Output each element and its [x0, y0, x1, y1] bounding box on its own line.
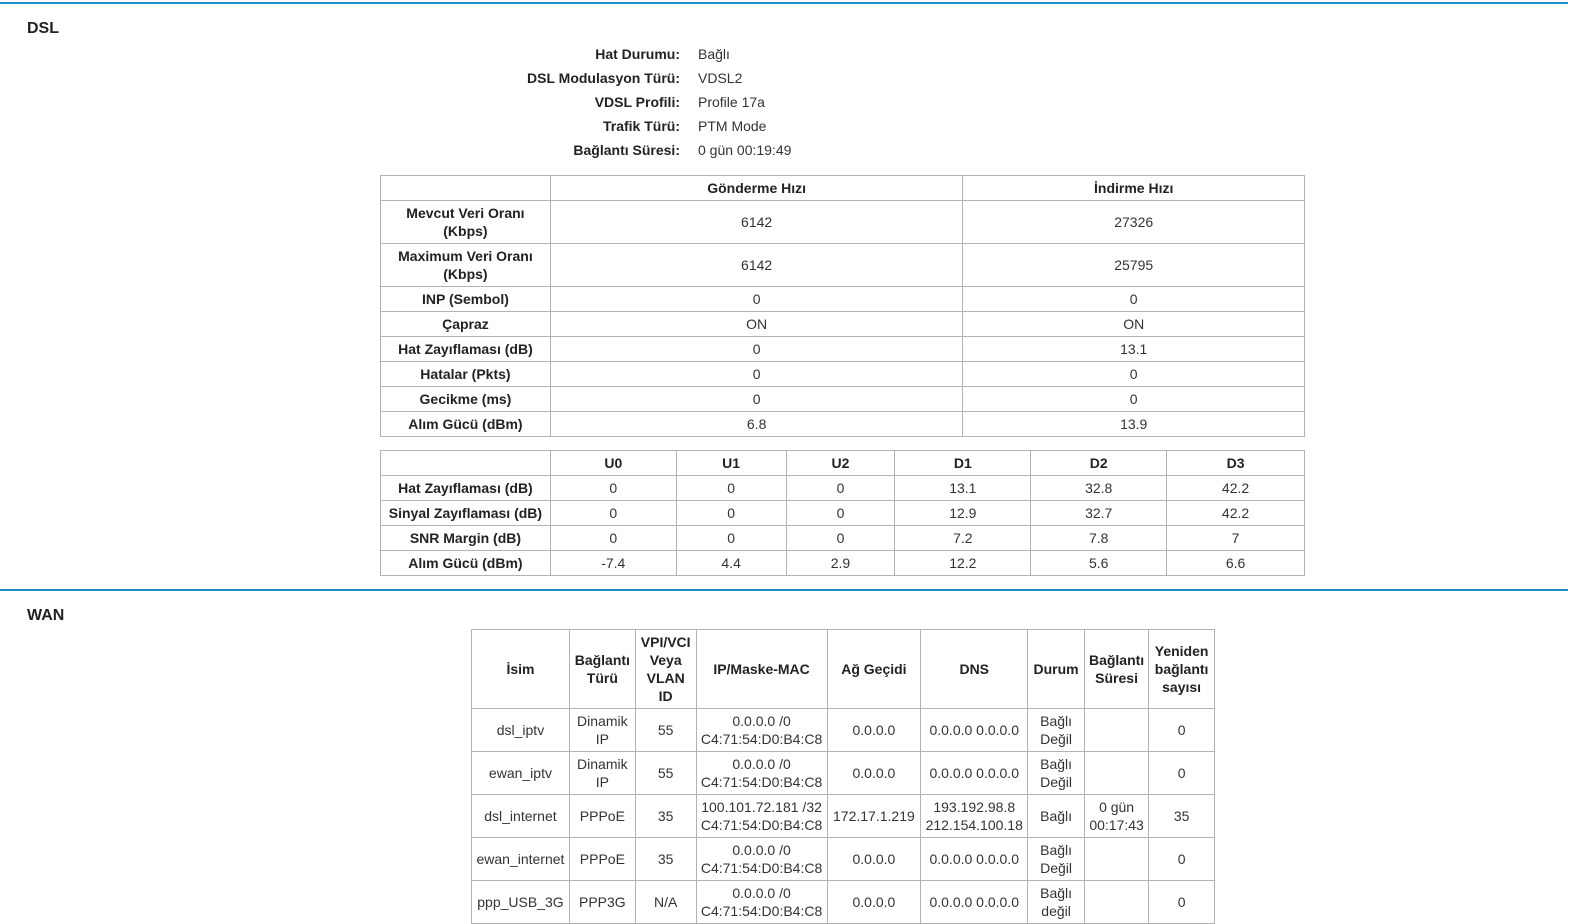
header-cell: İsim [472, 630, 570, 709]
top-divider [0, 2, 1568, 4]
row-header: Alım Gücü (dBm) [381, 551, 551, 576]
table-row [381, 387, 1305, 412]
table-cell: 0.0.0.0 /0 C4:71:54:D0:B4:C8 [696, 838, 827, 881]
table-cell: 193.192.98.8 212.154.100.18 [921, 795, 1028, 838]
table-cell: 172.17.1.219 [827, 795, 921, 838]
table-cell: 0 [550, 362, 963, 387]
dsl-section-title: DSL [27, 20, 59, 37]
table-cell: 0 [786, 476, 895, 501]
status-row-traffic-type [380, 114, 1020, 138]
table-cell: 27326 [963, 201, 1305, 244]
header-cell: D3 [1167, 451, 1305, 476]
header-cell [381, 176, 551, 201]
dsl-rate-table [380, 175, 1305, 437]
table-cell: 0 [963, 362, 1305, 387]
row-header: INP (Sembol) [381, 287, 551, 312]
table-cell: 0.0.0.0 /0 C4:71:54:D0:B4:C8 [696, 709, 827, 752]
table-cell: 55 [635, 709, 696, 752]
header-cell: Ağ Geçidi [827, 630, 921, 709]
table-cell: 0.0.0.0 [827, 752, 921, 795]
status-row-vdsl-profile [380, 90, 1020, 114]
row-header: Hat Zayıflaması (dB) [381, 337, 551, 362]
table-cell: 0 [550, 387, 963, 412]
table-row [472, 709, 1215, 752]
table-cell: 0 [963, 387, 1305, 412]
table-cell: 12.2 [895, 551, 1031, 576]
table-row [381, 244, 1305, 287]
table-cell: Bağlı Değil [1028, 752, 1085, 795]
table-cell: 13.9 [963, 412, 1305, 437]
table-cell: 0 [550, 476, 676, 501]
table-cell: 0 [1149, 881, 1215, 924]
table-cell [1084, 838, 1148, 881]
header-cell [381, 451, 551, 476]
table-cell: 0.0.0.0 [827, 709, 921, 752]
header-cell: VPI/VCI Veya VLAN ID [635, 630, 696, 709]
table-cell: ON [550, 312, 963, 337]
table-cell: 100.101.72.181 /32 C4:71:54:D0:B4:C8 [696, 795, 827, 838]
table-cell: 7 [1167, 526, 1305, 551]
header-cell: U2 [786, 451, 895, 476]
table-row [381, 526, 1305, 551]
table-cell: ewan_iptv [472, 752, 570, 795]
table-cell: 6142 [550, 244, 963, 287]
header-cell: D1 [895, 451, 1031, 476]
table-row [472, 795, 1215, 838]
status-value: VDSL2 [698, 70, 743, 86]
status-label: Bağlantı Süresi: [573, 142, 680, 158]
table-cell: 32.8 [1031, 476, 1167, 501]
header-cell: Bağlantı Türü [569, 630, 635, 709]
table-cell: 6.8 [550, 412, 963, 437]
table-row [381, 412, 1305, 437]
table-header-row [381, 451, 1305, 476]
table-cell: ON [963, 312, 1305, 337]
table-row [381, 551, 1305, 576]
table-cell: 2.9 [786, 551, 895, 576]
table-cell: Bağlı Değil [1028, 838, 1085, 881]
table-cell: 0.0.0.0 0.0.0.0 [921, 838, 1028, 881]
table-cell: 35 [635, 795, 696, 838]
table-cell: Bağlı Değil [1028, 709, 1085, 752]
table-cell: 0 [786, 501, 895, 526]
table-header-row [381, 176, 1305, 201]
table-cell: 0 [676, 476, 786, 501]
table-cell: 0.0.0.0 [827, 838, 921, 881]
table-cell: 0 [676, 501, 786, 526]
table-cell: 35 [1149, 795, 1215, 838]
table-cell [1084, 752, 1148, 795]
table-row [381, 362, 1305, 387]
table-cell: 42.2 [1167, 501, 1305, 526]
row-header: Hatalar (Pkts) [381, 362, 551, 387]
table-cell: 0 [1149, 752, 1215, 795]
table-cell: 13.1 [963, 337, 1305, 362]
header-cell: Bağlantı Süresi [1084, 630, 1148, 709]
table-cell: 0.0.0.0 /0 C4:71:54:D0:B4:C8 [696, 881, 827, 924]
header-cell: D2 [1031, 451, 1167, 476]
table-row [381, 501, 1305, 526]
table-cell: 0 gün 00:17:43 [1084, 795, 1148, 838]
table-cell: 0 [550, 526, 676, 551]
dsl-status-list [380, 42, 1020, 162]
table-cell: 0 [550, 501, 676, 526]
table-cell: 55 [635, 752, 696, 795]
table-cell: 5.6 [1031, 551, 1167, 576]
status-row-uptime [380, 138, 1020, 162]
row-header: Alım Gücü (dBm) [381, 412, 551, 437]
status-label: DSL Modulasyon Türü: [527, 70, 680, 86]
status-value: PTM Mode [698, 118, 767, 134]
table-cell: Bağlı değil [1028, 881, 1085, 924]
row-header: Maximum Veri Oranı (Kbps) [381, 244, 551, 287]
table-cell: dsl_internet [472, 795, 570, 838]
status-label: Trafik Türü: [602, 118, 680, 134]
table-cell: 12.9 [895, 501, 1031, 526]
row-header: SNR Margin (dB) [381, 526, 551, 551]
table-cell: Dinamik IP [569, 709, 635, 752]
table-cell: 0.0.0.0 0.0.0.0 [921, 709, 1028, 752]
table-cell: 42.2 [1167, 476, 1305, 501]
table-cell: Dinamik IP [569, 752, 635, 795]
table-cell: 0 [1149, 838, 1215, 881]
table-row [472, 838, 1215, 881]
header-cell: U0 [550, 451, 676, 476]
table-cell: 0.0.0.0 /0 C4:71:54:D0:B4:C8 [696, 752, 827, 795]
table-cell: 4.4 [676, 551, 786, 576]
table-cell: 0 [676, 526, 786, 551]
table-cell: 0 [1149, 709, 1215, 752]
row-header: Gecikme (ms) [381, 387, 551, 412]
table-cell: ppp_USB_3G [472, 881, 570, 924]
row-header: Hat Zayıflaması (dB) [381, 476, 551, 501]
table-cell [1084, 881, 1148, 924]
table-cell: 0 [550, 287, 963, 312]
section-divider [0, 589, 1568, 591]
status-value: Profile 17a [698, 94, 765, 110]
status-value: Bağlı [698, 46, 730, 62]
table-row [381, 201, 1305, 244]
header-cell: IP/Maske-MAC [696, 630, 827, 709]
table-row [381, 476, 1305, 501]
table-cell: 6.6 [1167, 551, 1305, 576]
table-cell: ewan_internet [472, 838, 570, 881]
table-cell: dsl_iptv [472, 709, 570, 752]
status-label: VDSL Profili: [594, 94, 680, 110]
table-cell: Bağlı [1028, 795, 1085, 838]
table-cell: PPP3G [569, 881, 635, 924]
table-cell: -7.4 [550, 551, 676, 576]
table-row [381, 312, 1305, 337]
header-cell: İndirme Hızı [963, 176, 1305, 201]
row-header: Mevcut Veri Oranı (Kbps) [381, 201, 551, 244]
status-value: 0 gün 00:19:49 [698, 142, 792, 158]
status-row-modulation [380, 66, 1020, 90]
row-header: Çapraz [381, 312, 551, 337]
table-row [381, 287, 1305, 312]
dsl-band-table [380, 450, 1305, 576]
table-cell: 0.0.0.0 0.0.0.0 [921, 881, 1028, 924]
table-cell: 0 [963, 287, 1305, 312]
table-cell: PPPoE [569, 795, 635, 838]
table-cell: 6142 [550, 201, 963, 244]
status-label: Hat Durumu: [595, 46, 680, 62]
table-cell: 0 [550, 337, 963, 362]
header-cell: Durum [1028, 630, 1085, 709]
table-cell: 7.8 [1031, 526, 1167, 551]
header-cell: U1 [676, 451, 786, 476]
table-cell: 0 [786, 526, 895, 551]
wan-table [471, 629, 1215, 924]
header-cell: DNS [921, 630, 1028, 709]
row-header: Sinyal Zayıflaması (dB) [381, 501, 551, 526]
table-cell: 0.0.0.0 [827, 881, 921, 924]
table-cell: 7.2 [895, 526, 1031, 551]
table-cell: 32.7 [1031, 501, 1167, 526]
table-header-row [472, 630, 1215, 709]
table-row [381, 337, 1305, 362]
table-cell: PPPoE [569, 838, 635, 881]
table-row [472, 881, 1215, 924]
table-row [472, 752, 1215, 795]
status-row-line-state [380, 42, 1020, 66]
header-cell: Yeniden bağlantı sayısı [1149, 630, 1215, 709]
table-cell: 0.0.0.0 0.0.0.0 [921, 752, 1028, 795]
table-cell: 25795 [963, 244, 1305, 287]
wan-section-title: WAN [27, 607, 65, 624]
table-cell: N/A [635, 881, 696, 924]
table-cell: 35 [635, 838, 696, 881]
table-cell [1084, 709, 1148, 752]
table-cell: 13.1 [895, 476, 1031, 501]
header-cell: Gönderme Hızı [550, 176, 963, 201]
